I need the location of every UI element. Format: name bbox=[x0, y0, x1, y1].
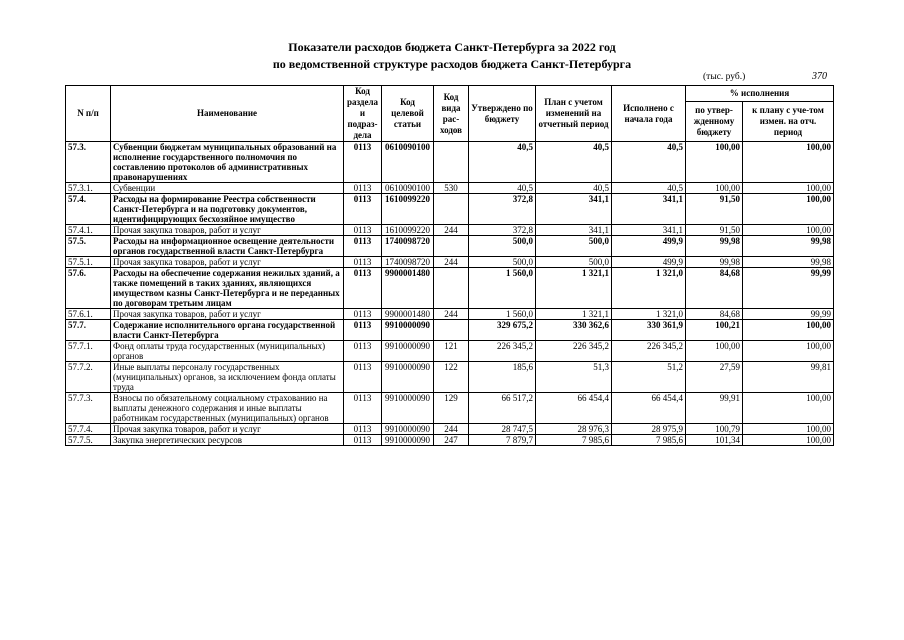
table-row bbox=[66, 142, 834, 183]
table-row bbox=[66, 393, 834, 424]
cell-approved: 372,8 bbox=[469, 194, 536, 225]
cell-num: 57.6. bbox=[66, 268, 111, 309]
cell-approved: 500,0 bbox=[469, 236, 536, 257]
cell-num: 57.7.2. bbox=[66, 362, 111, 393]
header-percent-group: % исполнения bbox=[686, 86, 834, 102]
table-row bbox=[66, 236, 834, 257]
cell-plan: 1 321,1 bbox=[536, 268, 612, 309]
cell-razdel: 0113 bbox=[344, 309, 382, 320]
header-razdel: Код раздела и подраз-дела bbox=[344, 86, 382, 142]
cell-pct-approved: 100,79 bbox=[686, 424, 743, 435]
cell-pct-plan: 100,00 bbox=[743, 393, 834, 424]
cell-num: 57.7.5. bbox=[66, 435, 111, 446]
table-row bbox=[66, 257, 834, 268]
cell-pct-plan: 100,00 bbox=[743, 341, 834, 362]
cell-approved: 1 560,0 bbox=[469, 309, 536, 320]
cell-cst: 9900001480 bbox=[382, 268, 434, 309]
cell-name: Прочая закупка товаров, работ и услуг bbox=[111, 257, 344, 268]
cell-approved: 66 517,2 bbox=[469, 393, 536, 424]
cell-pct-plan: 99,98 bbox=[743, 257, 834, 268]
cell-name: Расходы на информационное освещение деятельности органов государственной власти Санкт-Петербурга bbox=[111, 236, 344, 257]
cell-pct-plan: 100,00 bbox=[743, 320, 834, 341]
cell-cst: 0610090100 bbox=[382, 183, 434, 194]
header-name: Наименование bbox=[111, 86, 344, 142]
cell-plan: 500,0 bbox=[536, 236, 612, 257]
table-row bbox=[66, 435, 834, 446]
cell-name: Иные выплаты персоналу государственных (муниципальных) органов, за исключением фонда оплаты труда bbox=[111, 362, 344, 393]
cell-vid: 122 bbox=[434, 362, 469, 393]
cell-plan: 330 362,6 bbox=[536, 320, 612, 341]
cell-executed: 226 345,2 bbox=[612, 341, 686, 362]
cell-approved: 40,5 bbox=[469, 142, 536, 183]
table-row bbox=[66, 183, 834, 194]
table-row bbox=[66, 320, 834, 341]
cell-pct-approved: 27,59 bbox=[686, 362, 743, 393]
header-vid: Код вида рас-ходов bbox=[434, 86, 469, 142]
cell-name: Расходы на формирование Реестра собственности Санкт-Петербурга и на подготовку документов, идентифицирующих бесхозяйное имущество bbox=[111, 194, 344, 225]
budget-table bbox=[65, 85, 834, 446]
table-row bbox=[66, 424, 834, 435]
cell-num: 57.6.1. bbox=[66, 309, 111, 320]
cell-plan: 1 321,1 bbox=[536, 309, 612, 320]
cell-pct-approved: 84,68 bbox=[686, 268, 743, 309]
cell-executed: 7 985,6 bbox=[612, 435, 686, 446]
cell-razdel: 0113 bbox=[344, 225, 382, 236]
cell-pct-plan: 100,00 bbox=[743, 183, 834, 194]
cell-executed: 51,2 bbox=[612, 362, 686, 393]
cell-executed: 341,1 bbox=[612, 194, 686, 225]
cell-razdel: 0113 bbox=[344, 268, 382, 309]
cell-razdel: 0113 bbox=[344, 341, 382, 362]
cell-pct-plan: 100,00 bbox=[743, 435, 834, 446]
cell-executed: 28 975,9 bbox=[612, 424, 686, 435]
cell-executed: 1 321,0 bbox=[612, 268, 686, 309]
cell-num: 57.7. bbox=[66, 320, 111, 341]
cell-plan: 51,3 bbox=[536, 362, 612, 393]
cell-razdel: 0113 bbox=[344, 257, 382, 268]
cell-name: Субвенции бюджетам муниципальных образований на исполнение государственного полномочия по составлению протоколов об административных правонарушениях bbox=[111, 142, 344, 183]
report-title-line1: Показатели расходов бюджета Санкт-Петербурга за 2022 год bbox=[288, 40, 616, 54]
cell-cst: 9910000090 bbox=[382, 424, 434, 435]
cell-razdel: 0113 bbox=[344, 435, 382, 446]
header-pct-plan: к плану с уче-том измен. на отч. период bbox=[743, 101, 834, 141]
cell-cst: 9910000090 bbox=[382, 393, 434, 424]
table-row bbox=[66, 341, 834, 362]
cell-name: Расходы на обеспечение содержания нежилых зданий, а также помещений в таких зданиях, являющихся имуществом казны Санкт-Петербурга и не переданных по договорам третьим лицам bbox=[111, 268, 344, 309]
cell-plan: 341,1 bbox=[536, 194, 612, 225]
page-number: 370 bbox=[812, 71, 827, 82]
cell-pct-plan: 99,99 bbox=[743, 309, 834, 320]
cell-name: Содержание исполнительного органа государственной власти Санкт-Петербурга bbox=[111, 320, 344, 341]
cell-pct-approved: 91,50 bbox=[686, 194, 743, 225]
cell-vid: 247 bbox=[434, 435, 469, 446]
cell-num: 57.3. bbox=[66, 142, 111, 183]
cell-cst: 1740098720 bbox=[382, 257, 434, 268]
cell-approved: 185,6 bbox=[469, 362, 536, 393]
cell-plan: 226 345,2 bbox=[536, 341, 612, 362]
cell-razdel: 0113 bbox=[344, 424, 382, 435]
cell-pct-plan: 100,00 bbox=[743, 424, 834, 435]
cell-approved: 40,5 bbox=[469, 183, 536, 194]
cell-name: Фонд оплаты труда государственных (муниципальных) органов bbox=[111, 341, 344, 362]
table-row bbox=[66, 268, 834, 309]
table-row bbox=[66, 309, 834, 320]
cell-pct-approved: 100,00 bbox=[686, 142, 743, 183]
cell-plan: 341,1 bbox=[536, 225, 612, 236]
cell-num: 57.5.1. bbox=[66, 257, 111, 268]
cell-plan: 40,5 bbox=[536, 183, 612, 194]
table-header bbox=[66, 86, 834, 142]
cell-vid bbox=[434, 236, 469, 257]
cell-razdel: 0113 bbox=[344, 183, 382, 194]
cell-num: 57.7.1. bbox=[66, 341, 111, 362]
cell-razdel: 0113 bbox=[344, 362, 382, 393]
cell-pct-approved: 84,68 bbox=[686, 309, 743, 320]
cell-vid bbox=[434, 142, 469, 183]
cell-vid: 244 bbox=[434, 257, 469, 268]
cell-cst: 9910000090 bbox=[382, 435, 434, 446]
cell-cst: 0610090100 bbox=[382, 142, 434, 183]
cell-executed: 1 321,0 bbox=[612, 309, 686, 320]
cell-num: 57.7.3. bbox=[66, 393, 111, 424]
cell-pct-approved: 100,00 bbox=[686, 183, 743, 194]
cell-cst: 9910000090 bbox=[382, 341, 434, 362]
cell-cst: 1740098720 bbox=[382, 236, 434, 257]
cell-approved: 329 675,2 bbox=[469, 320, 536, 341]
cell-approved: 226 345,2 bbox=[469, 341, 536, 362]
cell-executed: 341,1 bbox=[612, 225, 686, 236]
cell-num: 57.4. bbox=[66, 194, 111, 225]
cell-vid: 530 bbox=[434, 183, 469, 194]
cell-vid bbox=[434, 194, 469, 225]
cell-pct-approved: 101,34 bbox=[686, 435, 743, 446]
cell-vid: 129 bbox=[434, 393, 469, 424]
cell-plan: 7 985,6 bbox=[536, 435, 612, 446]
cell-name: Прочая закупка товаров, работ и услуг bbox=[111, 225, 344, 236]
cell-num: 57.3.1. bbox=[66, 183, 111, 194]
cell-pct-approved: 91,50 bbox=[686, 225, 743, 236]
cell-plan: 500,0 bbox=[536, 257, 612, 268]
cell-pct-plan: 99,99 bbox=[743, 268, 834, 309]
cell-approved: 28 747,5 bbox=[469, 424, 536, 435]
cell-name: Прочая закупка товаров, работ и услуг bbox=[111, 424, 344, 435]
cell-razdel: 0113 bbox=[344, 142, 382, 183]
cell-razdel: 0113 bbox=[344, 393, 382, 424]
cell-pct-approved: 100,00 bbox=[686, 341, 743, 362]
header-approved: Утверждено по бюджету bbox=[469, 86, 536, 142]
cell-pct-plan: 100,00 bbox=[743, 225, 834, 236]
header-num: N п/п bbox=[66, 86, 111, 142]
cell-pct-plan: 99,81 bbox=[743, 362, 834, 393]
header-cst: Код целевой статьи bbox=[382, 86, 434, 142]
cell-vid bbox=[434, 320, 469, 341]
cell-name: Закупка энергетических ресурсов bbox=[111, 435, 344, 446]
cell-name: Взносы по обязательному социальному страхованию на выплаты денежного содержания и иные выплаты работникам государственных (муниципальных) органов bbox=[111, 393, 344, 424]
cell-pct-approved: 100,21 bbox=[686, 320, 743, 341]
table-row bbox=[66, 194, 834, 225]
cell-vid: 244 bbox=[434, 424, 469, 435]
cell-pct-plan: 99,98 bbox=[743, 236, 834, 257]
cell-executed: 66 454,4 bbox=[612, 393, 686, 424]
cell-executed: 499,9 bbox=[612, 257, 686, 268]
cell-pct-plan: 100,00 bbox=[743, 194, 834, 225]
cell-plan: 40,5 bbox=[536, 142, 612, 183]
cell-name: Субвенции bbox=[111, 183, 344, 194]
cell-executed: 330 361,9 bbox=[612, 320, 686, 341]
cell-vid: 121 bbox=[434, 341, 469, 362]
cell-vid: 244 bbox=[434, 309, 469, 320]
cell-cst: 9910000090 bbox=[382, 362, 434, 393]
cell-cst: 1610099220 bbox=[382, 225, 434, 236]
cell-vid: 244 bbox=[434, 225, 469, 236]
report-title-line2: по ведомственной структуре расходов бюджета Санкт-Петербурга bbox=[272, 57, 632, 71]
header-pct-approved: по утвер-жденному бюджету bbox=[686, 101, 743, 141]
cell-razdel: 0113 bbox=[344, 236, 382, 257]
table-row bbox=[66, 362, 834, 393]
cell-plan: 28 976,3 bbox=[536, 424, 612, 435]
cell-pct-approved: 99,98 bbox=[686, 257, 743, 268]
cell-num: 57.7.4. bbox=[66, 424, 111, 435]
cell-cst: 9910000090 bbox=[382, 320, 434, 341]
cell-executed: 40,5 bbox=[612, 183, 686, 194]
cell-approved: 7 879,7 bbox=[469, 435, 536, 446]
cell-pct-approved: 99,98 bbox=[686, 236, 743, 257]
cell-executed: 499,9 bbox=[612, 236, 686, 257]
cell-num: 57.4.1. bbox=[66, 225, 111, 236]
cell-plan: 66 454,4 bbox=[536, 393, 612, 424]
cell-pct-plan: 100,00 bbox=[743, 142, 834, 183]
cell-cst: 1610099220 bbox=[382, 194, 434, 225]
cell-approved: 1 560,0 bbox=[469, 268, 536, 309]
cell-approved: 372,8 bbox=[469, 225, 536, 236]
header-plan: План с учетом изменений на отчетный период bbox=[536, 86, 612, 142]
cell-num: 57.5. bbox=[66, 236, 111, 257]
cell-name: Прочая закупка товаров, работ и услуг bbox=[111, 309, 344, 320]
cell-executed: 40,5 bbox=[612, 142, 686, 183]
header-executed: Исполнено с начала года bbox=[612, 86, 686, 142]
units-label: (тыс. руб.) bbox=[703, 72, 746, 82]
cell-cst: 9900001480 bbox=[382, 309, 434, 320]
cell-pct-approved: 99,91 bbox=[686, 393, 743, 424]
cell-razdel: 0113 bbox=[344, 194, 382, 225]
cell-approved: 500,0 bbox=[469, 257, 536, 268]
table-body bbox=[66, 142, 834, 446]
table-row bbox=[66, 225, 834, 236]
cell-razdel: 0113 bbox=[344, 320, 382, 341]
cell-vid bbox=[434, 268, 469, 309]
